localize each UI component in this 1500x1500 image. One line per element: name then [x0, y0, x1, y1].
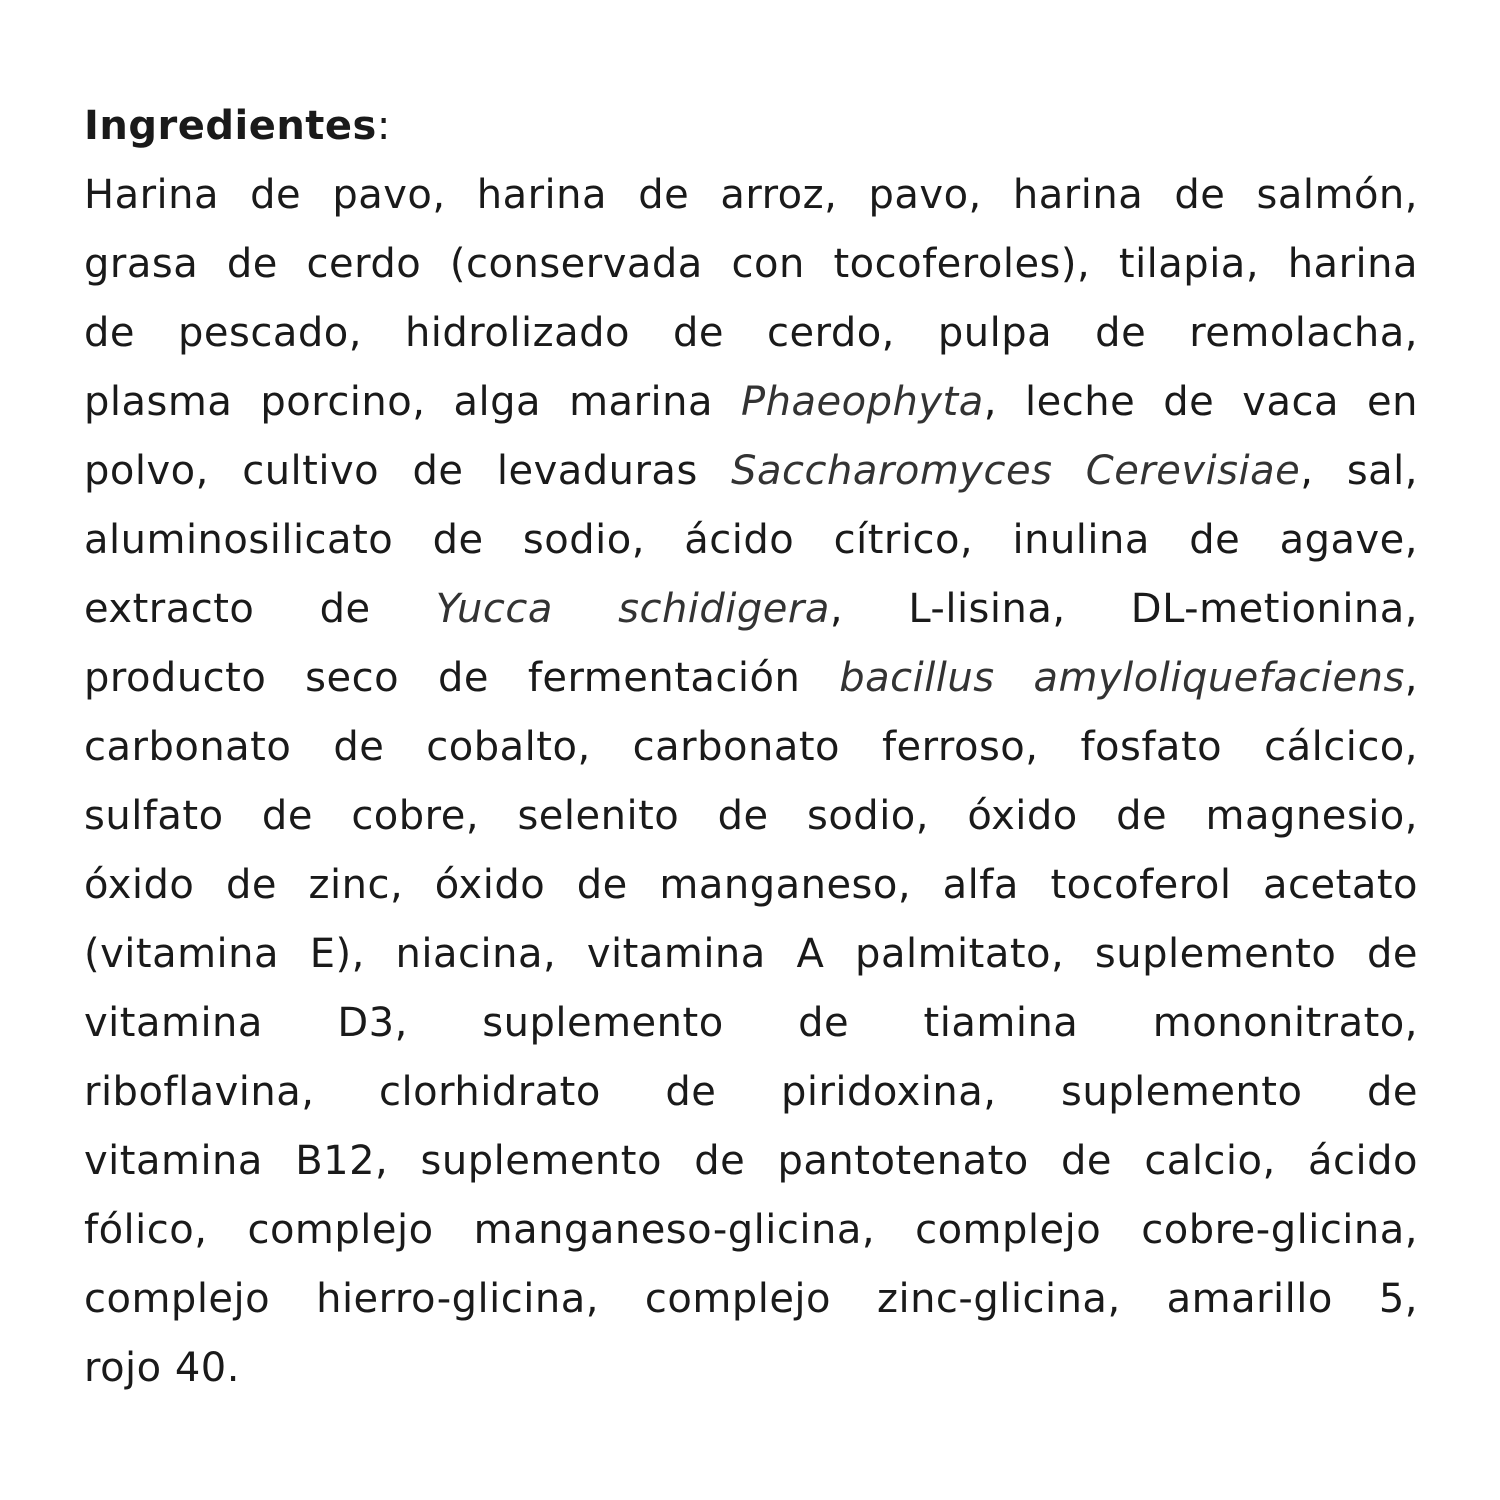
species-name: Yucca schidigera	[435, 586, 830, 632]
ingredients-text-run: polvo, cultivo de levaduras	[84, 448, 732, 494]
heading-label: Ingredientes	[84, 103, 377, 149]
ingredients-text-run: sulfato de cobre, selenito de sodio, óxido de magnesio,	[84, 793, 1418, 839]
ingredients-text-run: vitamina B12, suplemento de pantotenato de calcio, ácido	[84, 1138, 1418, 1184]
ingredients-line	[84, 299, 1418, 368]
ingredients-text-run: , sal,	[1300, 448, 1418, 494]
ingredients-line	[84, 230, 1418, 299]
ingredients-line	[84, 506, 1418, 575]
ingredients-text-run: , leche de vaca en	[983, 379, 1418, 425]
ingredients-line	[84, 437, 1418, 506]
ingredients-text-run: óxido de zinc, óxido de manganeso, alfa tocoferol acetato	[84, 862, 1418, 908]
ingredients-line	[84, 713, 1418, 782]
ingredients-line	[84, 161, 1418, 230]
ingredients-line	[84, 1265, 1418, 1334]
ingredients-line	[84, 1196, 1418, 1265]
ingredients-text-run: producto seco de fermentación	[84, 655, 840, 701]
ingredients-text-run: extracto de	[84, 586, 436, 632]
ingredients-text-run: grasa de cerdo (conservada con tocoferoles), tilapia, harina	[84, 241, 1418, 287]
ingredients-line	[84, 368, 1418, 437]
heading-colon: :	[376, 103, 391, 149]
ingredients-text-run: vitamina D3, suplemento de tiamina mononitrato,	[84, 1000, 1418, 1046]
species-name: Phaeophyta	[741, 379, 984, 425]
ingredients-text-run: Harina de pavo, harina de arroz, pavo, harina de salmón,	[84, 172, 1418, 218]
ingredients-heading	[84, 92, 1418, 161]
species-name: Saccharomyces Cerevisiae	[731, 448, 1301, 494]
ingredients-text-run: aluminosilicato de sodio, ácido cítrico, inulina de agave,	[84, 517, 1418, 563]
ingredients-line	[84, 1127, 1418, 1196]
ingredients-text-run: (vitamina E), niacina, vitamina A palmitato, suplemento de	[84, 931, 1418, 977]
ingredients-text-run: de pescado, hidrolizado de cerdo, pulpa de remolacha,	[84, 310, 1418, 356]
ingredients-panel	[84, 92, 1418, 1403]
ingredients-text	[84, 161, 1418, 1403]
ingredients-text-run: , L-lisina, DL-metionina,	[829, 586, 1418, 632]
species-name: bacillus amyloliquefaciens	[839, 655, 1405, 701]
ingredients-line	[84, 1334, 1418, 1403]
ingredients-text-run: rojo 40.	[84, 1345, 240, 1391]
ingredients-line	[84, 1058, 1418, 1127]
ingredients-line	[84, 851, 1418, 920]
ingredients-text-run: complejo hierro-glicina, complejo zinc-glicina, amarillo 5,	[84, 1276, 1418, 1322]
ingredients-line	[84, 920, 1418, 989]
ingredients-text-run: fólico, complejo manganeso-glicina, complejo cobre-glicina,	[84, 1207, 1418, 1253]
ingredients-line	[84, 575, 1418, 644]
ingredients-text-run: plasma porcino, alga marina	[84, 379, 742, 425]
ingredients-text-run: carbonato de cobalto, carbonato ferroso, fosfato cálcico,	[84, 724, 1418, 770]
ingredients-line	[84, 989, 1418, 1058]
ingredients-line	[84, 782, 1418, 851]
ingredients-text-run: riboflavina, clorhidrato de piridoxina, suplemento de	[84, 1069, 1418, 1115]
ingredients-line	[84, 644, 1418, 713]
ingredients-text-run: ,	[1404, 655, 1418, 701]
